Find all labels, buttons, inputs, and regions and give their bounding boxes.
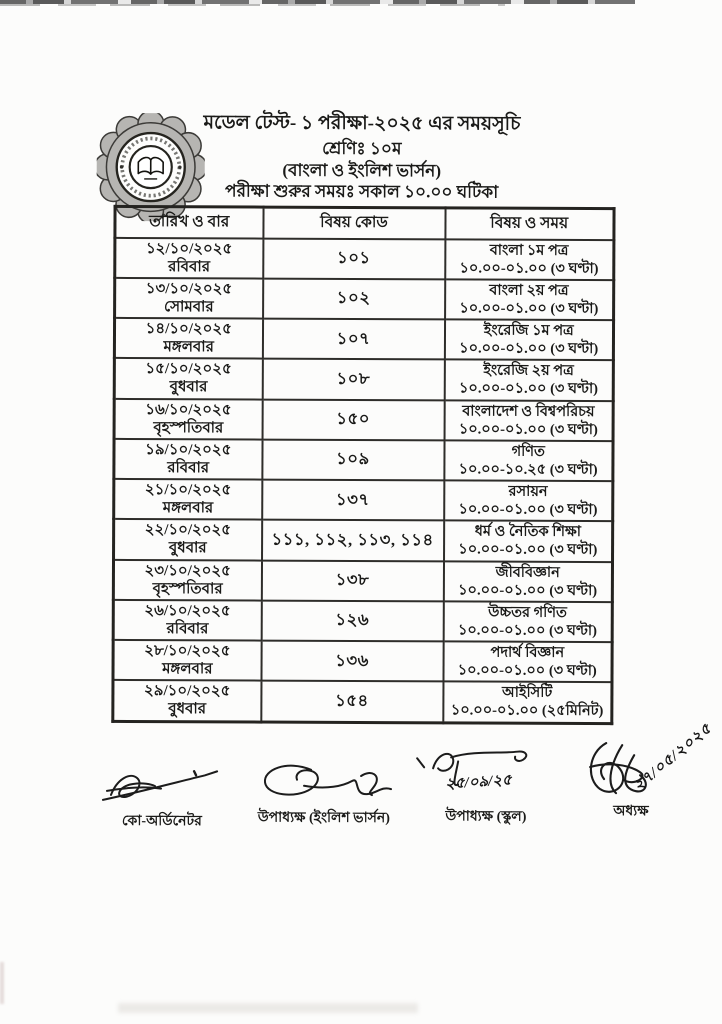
subject-code-cell: ১৩৮ [261,560,443,601]
class-line: শ্রেণিঃ ১০ম [322,138,402,159]
date-day-cell: ২৬/১০/২০২৫ রবিবার [113,600,261,641]
coordinator-signature-icon [97,761,227,810]
handwritten-date: ২৫/০৯/২৫ [444,772,513,793]
table-row [114,519,613,561]
date-day-cell: ১৫/১০/২০২৫ বুধবার [114,358,262,399]
handwritten-date: ২৭/০৫/২০২৫ [630,720,715,795]
table-row [113,559,612,601]
table-header-row [115,206,614,239]
table-row [114,479,613,521]
table-row [114,318,613,360]
date-day-cell: ১৪/১০/২০২৫ মঙ্গলবার [114,318,262,359]
start-time-line: পরীক্ষা শুরুর সময়ঃ সকাল ১০.০০ ঘটিকা [225,181,499,202]
header-subject-code: বিষয় কোড [263,207,445,239]
date-day-cell: ১৩/১০/২০২৫ সোমবার [115,278,263,319]
table-row [115,237,614,279]
subject-time-cell: বাংলা ১ম পত্র ১০.০০-০১.০০ (৩ ঘণ্টা) [445,239,614,280]
table-row [114,398,613,440]
header-date-day: তারিখ ও বার [115,206,263,238]
subject-time-cell: বাংলা ২য় পত্র ১০.০০-০১.০০ (৩ ঘণ্টা) [445,279,614,320]
signature-block-coordinator [97,761,227,834]
subject-code-cell: ১২৬ [261,600,443,641]
date-day-cell: ২২/১০/২০২৫ বুধবার [114,519,262,560]
signature-block-principal [571,720,715,824]
signature-block-vice-principal-school [411,744,561,829]
date-day-cell: ২৩/১০/২০২৫ বৃহস্পতিবার [113,559,261,600]
date-day-cell: ২১/১০/২০২৫ মঙ্গলবার [114,479,262,520]
date-day-cell: ১৯/১০/২০২৫ রবিবার [114,439,262,480]
subject-code-cell: ১৫০ [262,399,444,440]
subject-code-cell: ১১১, ১১২, ১১৩, ১১৪ [262,520,444,561]
table-row [115,278,614,320]
date-day-cell: ১২/১০/২০২৫ রবিবার [115,237,263,278]
schedule-table-body [113,237,614,723]
table-row [113,680,612,723]
date-day-cell: ১৬/১০/২০২৫ বৃহস্পতিবার [114,398,262,439]
subject-code-cell: ১০৯ [262,439,444,480]
subject-time-cell: ইংরেজি ১ম পত্র ১০.০০-০১.০০ (৩ ঘণ্টা) [444,319,613,360]
subject-time-cell: পদার্থ বিজ্ঞান ১০.০০-০১.০০ (৩ ঘণ্টা) [443,641,612,682]
vice-principal-english-signature-icon [249,756,399,807]
table-row [113,600,612,642]
subject-time-cell: রসায়ন ১০.০০-০১.০০ (৩ ঘণ্টা) [444,480,613,521]
version-line: (বাংলা ও ইংলিশ ভার্সন) [282,160,442,180]
subject-time-cell: ধর্ম ও নৈতিক শিক্ষা ১০.০০-০১.০০ (৩ ঘণ্টা) [444,521,613,562]
subject-time-cell: বাংলাদেশ ও বিশ্বপরিচয় ১০.০০-০১.০০ (৩ ঘণ্টা) [444,400,613,441]
subject-code-cell: ১৩৬ [261,641,443,682]
subject-code-cell: ১৩৭ [262,480,444,521]
signature-label: উপাধ্যক্ষ (ইংলিশ ভার্সন) [257,810,390,827]
header-subject-time: বিষয় ও সময় [445,208,614,240]
subject-time-cell: ইংরেজি ২য় পত্র ১০.০০-০১.০০ (৩ ঘণ্টা) [444,360,613,401]
date-day-cell: ২৯/১০/২০২৫ বুধবার [113,680,261,721]
subject-time-cell: উচ্চতর গণিত ১০.০০-০১.০০ (৩ ঘণ্টা) [443,601,612,642]
table-row [113,640,612,682]
signature-block-vice-principal-english [244,755,404,830]
date-day-cell: ২৮/১০/২০২৫ মঙ্গলবার [113,640,261,681]
subject-time-cell: জীববিজ্ঞান ১০.০০-০১.০০ (৩ ঘণ্টা) [443,561,612,602]
signature-label: উপাধ্যক্ষ (স্কুল) [445,809,527,825]
subject-code-cell: ১০১ [263,238,445,279]
document-title: মডেল টেস্ট- ১ পরীক্ষা-২০২৫ এর সময়সূচি [203,112,521,135]
document-header [152,111,572,203]
subject-code-cell: ১০৮ [262,359,444,400]
subject-code-cell: ১৫৪ [261,681,443,723]
subject-code-cell: ১০৭ [262,319,444,360]
signature-label: কো-অর্ডিনেটর [121,813,202,830]
subject-time-cell: গণিত ১০.০০-১০.২৫ (৩ ঘণ্টা) [444,440,613,481]
table-row [114,358,613,400]
signature-label: অধ্যক্ষ [613,804,649,820]
table-row [114,439,613,481]
subject-code-cell: ১০২ [263,278,445,319]
exam-schedule-table [111,205,615,725]
subject-time-cell: আইসিটি ১০.০০-০১.০০ (২৫মিনিট) [443,682,612,723]
